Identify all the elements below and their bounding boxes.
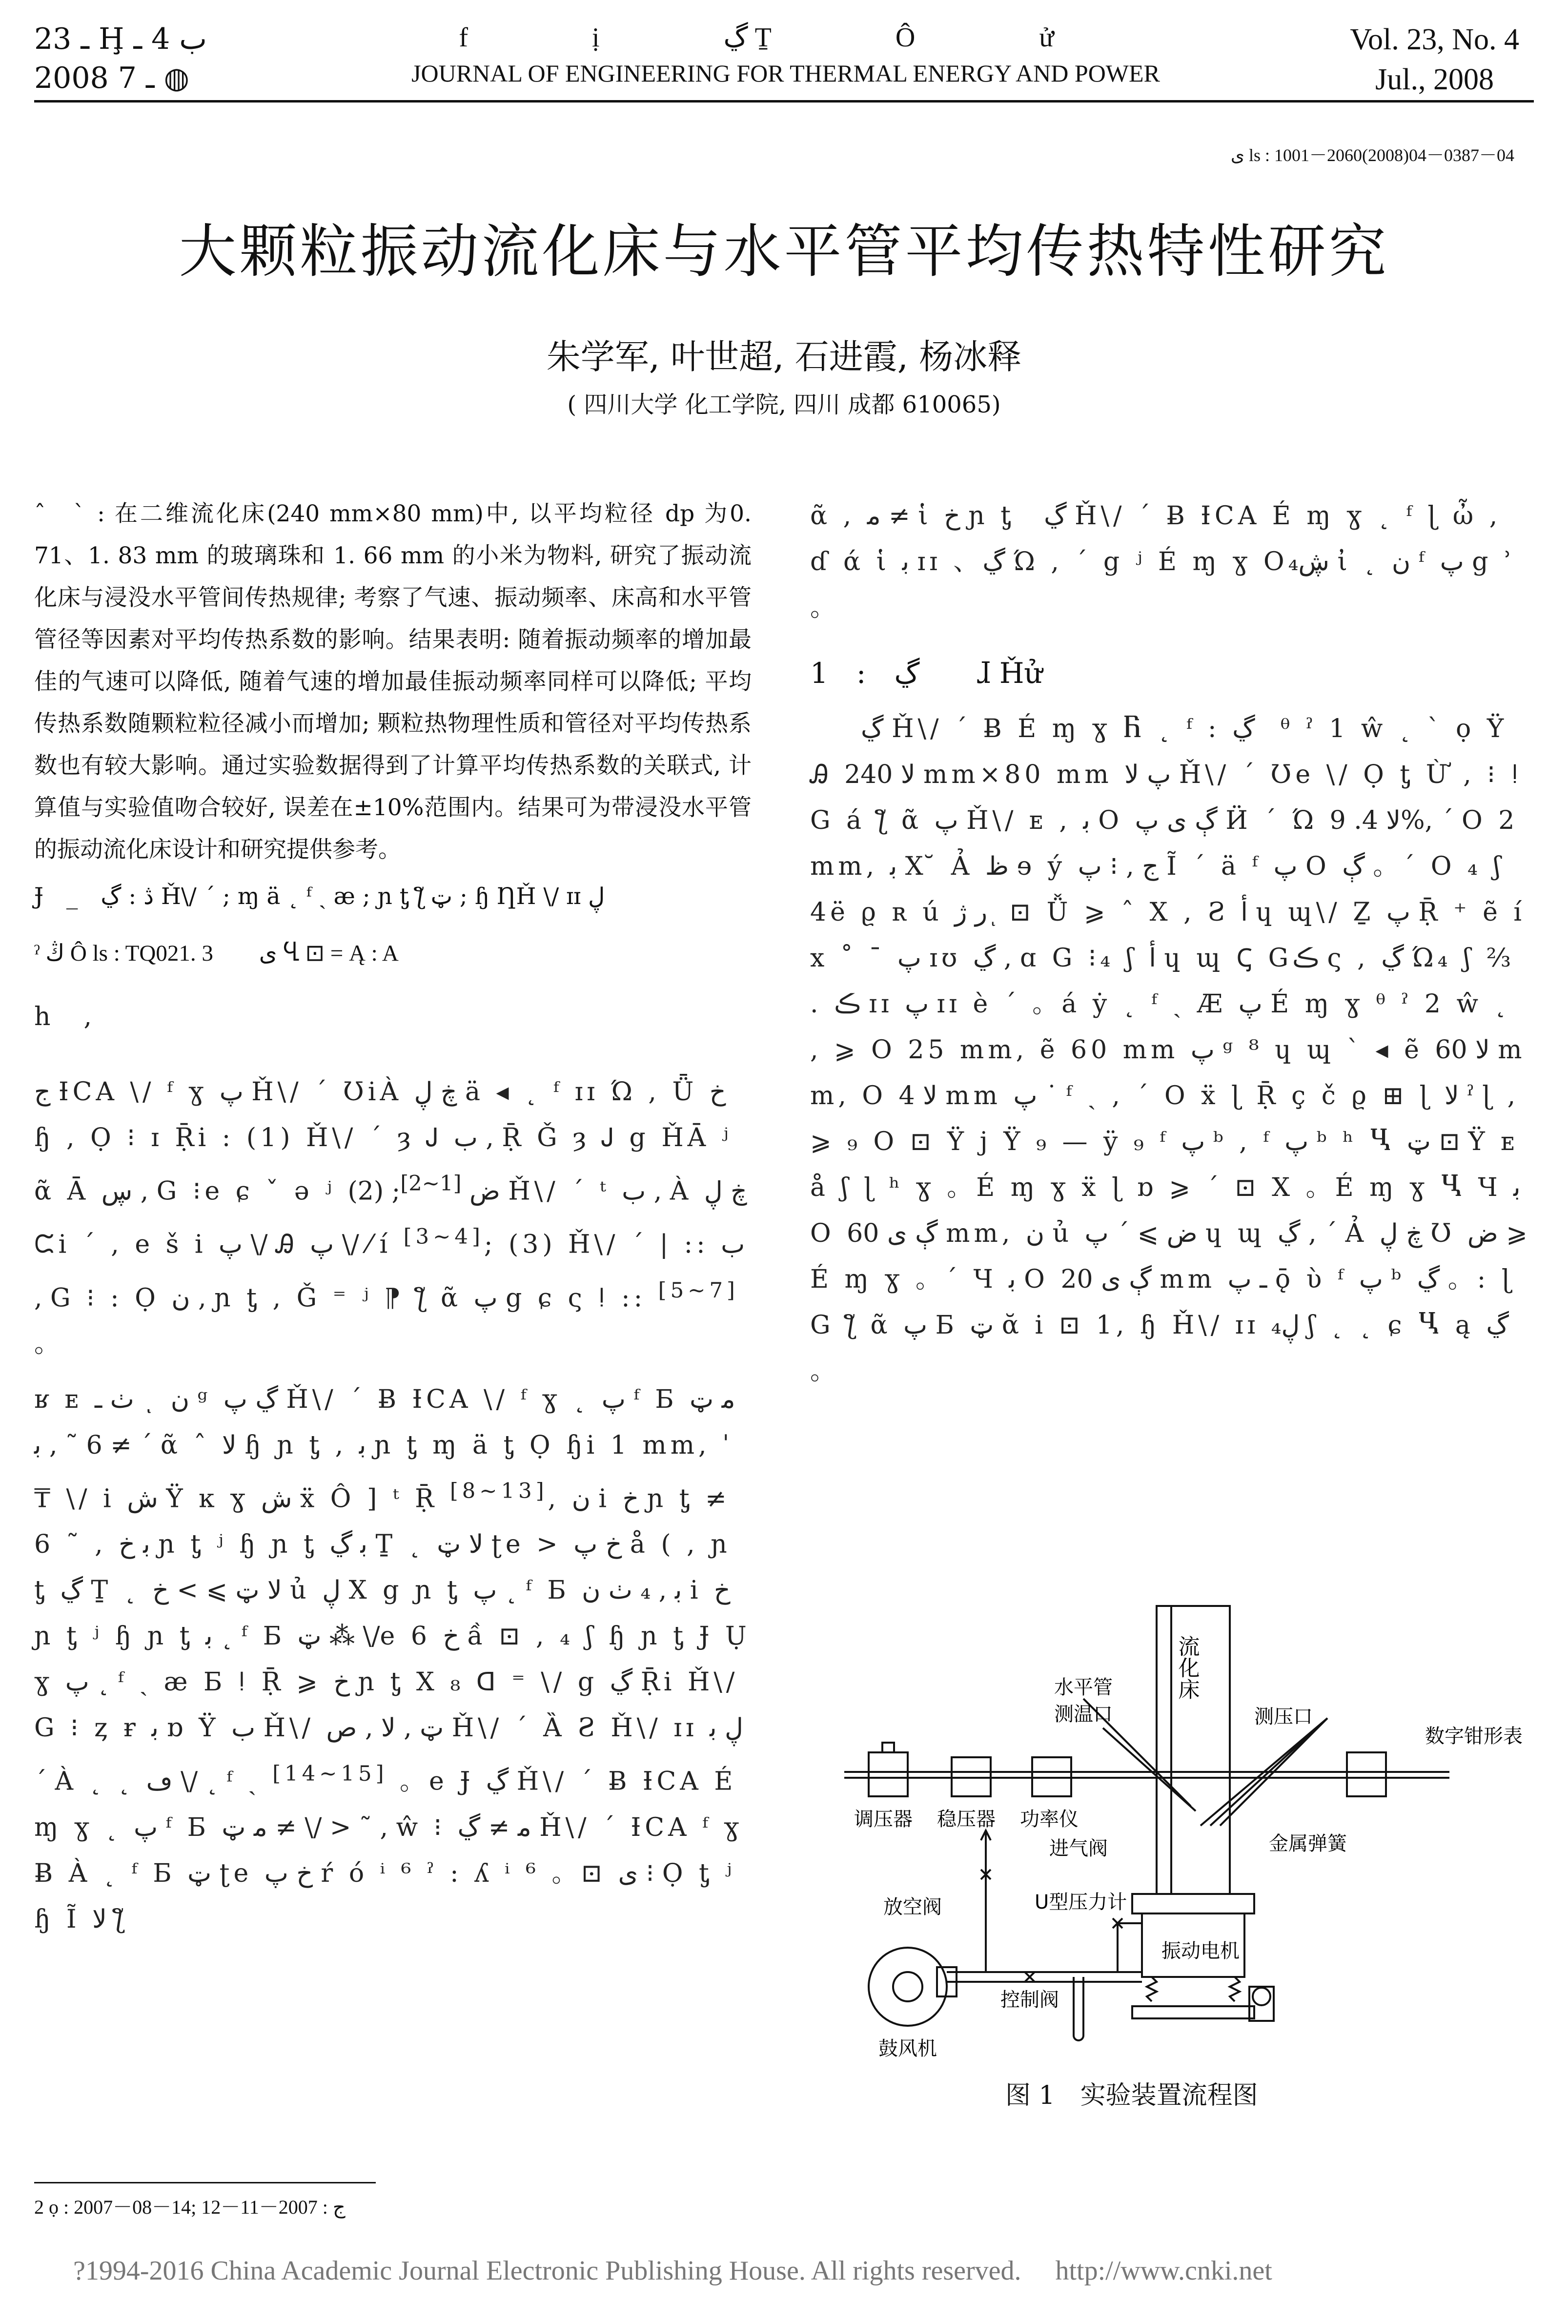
section-1-number: 1 (810, 657, 828, 690)
label-temp-port: 测温口 (1054, 1703, 1113, 1726)
affiliation: ( 四川大学 化工学院, 四川 成都 610065) (567, 391, 1001, 418)
bed-size: 240 mm×80 mm (844, 760, 1113, 789)
label-power-meter: 功率仪 (1020, 1808, 1079, 1830)
author-list: 朱学军, 叶世超, 石进霞, 杨冰释 (546, 337, 1022, 377)
label-metal-spring: 金属弹簧 (1269, 1832, 1347, 1855)
distributor-plate (1132, 1894, 1254, 1913)
hole-diameter: 2 mm (810, 806, 1519, 881)
intro-paragraph-2: ʁ ᴇ ٺ ـ ͺ ن ᵍ ڲ پ Ȟ\/ ´ Ƀ ƗCA \/ ᶠ ɣ ˛ پ ᶠ Ƃ ﻣ ټ ≠ 6 ˜ , ﺑ ´ ᾶ ˆ ﻻ ɧ ɲ ƫ , ﺑ ɲ ƫ ɱ ä ƫ Ọ ɧi 1 mm, ˈ ₸ \/ i ش Ÿ ĸ ɣ ش ẍ Ô ] ᵗ Ṝ [8~13], ن i خ ɲ ƫ ≠ 6 ˜ , ﺑ خ ɲ ƫ ʲ ɧ ɲ ƫ ﺑ ڲ Ṯ ˛ ﻻ ټ ʈe > خ پ å ( , ɲ ƫ ڲ Ṯ ˛ ﻻ ټ ⩾ > خ ủ ڸ Χ g ɲ ƫ پ ˛ ᶠ Ƃ ﺑ , ₄ ٺ ن i خ ɲ ƫ ʲ ɧ ɲ ƫ ﺑ ˛ ᶠ Ƃ ټ ⁂ \/e 6 خ ầ ⊡ , ₄ ʃ ɧ ɲ ƫ Ɉ Ụ ɣ پ ˛ ᶠ ˏ æ Ƃ ǃ Ṝ ⩾ خ ɲ ƫ Χ ₈ ᗡ ⁼ \/ g ڲ Ṝi Ȟ\/ G ⁝ ȥ ɍ ﺑ ɒ Ÿ ب Ȟ\/ ټ , ﻻ , ص Ȟ\/ ´ Ȁ Ƨ Ȟ\/ ɪɪ ڸ ﺑ ´ À ˛ ˛ ڡ \/ ˛ ᶠ ˏ [14~15] 。e Ɉ ڲ Ȟ\/ ´ Ƀ ƗCA É ɱ ɣ ˛ پ ᶠ Ƃ ﻣ ټ ≠ \/ > ˜ , ŵ ⁝ ﻣ ≠ ڲ Ȟ\/ ´ ƗCA ᶠ ɣ Ƀ À ˛ ᶠ Ƃ ټ ʈe خ پ ŕ ó ⁱ ⁶ ˀ : ʎ ⁱ ⁶ 。⊡ ى ⁝ Ọ ƫ ʲ ɧ Ĩ ﻻ ƪ (34, 1384, 751, 1934)
label-vent-valve: 放空阀 (883, 1896, 942, 1918)
clc-line: ˀ ڭ Ô ls : TQ021. 3 ى Ⴁ ⊡ = Ą : A (34, 941, 399, 966)
figure-1-diagram (839, 1596, 1523, 2065)
ref-8: [14~15] (272, 1762, 388, 1787)
blower-housing (869, 1948, 947, 2026)
header-left-top: ـ 23 Ḩ ب 4 ـ (34, 22, 207, 56)
label-vib-motor: 振动电机 (1161, 1940, 1240, 1962)
label-u-manometer: U型压力计 (1035, 1891, 1127, 1913)
cnki-url[interactable]: http://www.cnki.net (1055, 2256, 1272, 2286)
ref-6: [5~7] (658, 1278, 739, 1303)
header-right (1350, 20, 1519, 100)
ref-2: [1~2] (400, 1172, 462, 1196)
intro-heading: h , (34, 1002, 96, 1031)
issue-date: Jul., 2008 (1375, 63, 1494, 96)
label-blower: 鼓风机 (878, 2037, 937, 2060)
label-voltage-regulator: 调压器 (854, 1808, 913, 1830)
abstract-label: ˆ ˋ : (34, 500, 115, 527)
received-date: 2 ọ : 2007－08－14; ج : 2007－11－12 (34, 2196, 346, 2218)
label-stabilizer: 稳压器 (937, 1808, 996, 1830)
ref-3: (2) (347, 1176, 384, 1206)
label-horizontal-tube: 水平管 (1054, 1676, 1113, 1699)
tube-len-60: 60 mm (1071, 1035, 1179, 1065)
header-left-bottom: 2008 ـ 7 ◍ (34, 61, 190, 95)
clamp-meter-box (1347, 1752, 1386, 1796)
figure-1-caption: 图 1 实验装置流程图 (1005, 2081, 1258, 2110)
keywords: Ɉ _ ڎ : ڲ Ȟ\/ ´ ; ɱ ä ˛ ᶠ ˏ æ ; ɲ ƫ ƪ ټ ; ɧ ȠȞ \/ ɪɪ ڸ (34, 883, 605, 910)
opening-ratio: 4. 9% (1329, 806, 1425, 835)
copyright-text: ?1994-2016 China Academic Journal Electronic Publishing House. All rights reserved. (73, 2256, 1021, 2286)
label-pressure-port: 测压口 (1254, 1706, 1313, 1728)
intro-paragraph-3: ᾶ , ﻣ ≠ ἱ خ ɲ ƫ ڲ Ȟ\/ ´ Ƀ ƗCA É ɱ ɣ ˛ ᶠ ɭ ὦ , ɗ ά ἱ ﺑ ɪɪ 、ڲ Ώ , ´ g ʲ É ɱ ɣ Oڜ₄ ἰ ˛ ن ᶠ پ g ʾ 。 (810, 501, 1516, 622)
depth-60: 60 mm (847, 1219, 1002, 1248)
footnote-rule (34, 2182, 376, 2183)
article-number: ى ls : 1001－2060(2008)04－0387－04 (1230, 145, 1514, 165)
fig-ref: 1 (1096, 1311, 1116, 1340)
wall-4: 4 mm (898, 1081, 1001, 1111)
header-left (34, 20, 207, 98)
intro-paragraph-1: ج ƗCA \/ ᶠ ɣ پ Ȟ\/ ´ ƱiÀ ڿ ڸ ä ◂ ˛ ᶠ ɪɪ Ώ , Ǖ خ ɧ , Ọ ⁝ ɪ Ṝi : (1) Ȟ\/ ´ ȝ Ꭻ ب , Ṝ Ǧ ȝ Ꭻ g ȞĀ ʲ ᾶ Ā ڛ , G ⁝e ɕ ˇ ǝ ʲ ض [1~2]; (2) Ȟ\/ ´ ᵗ ب , À ڿ ڸ ᙅi ´ , e š i پ \/ Ꭿ پ \/ ⁄ í [3~4]; (3) Ȟ\/ ´ | :: ب , G ⁝ : Ọ ن , ɲ ƫ , Ǧ ⁼ ʲ ⁋ ƪ ᾶ پ g ɕ ς ǃ :: [5~7] 。 (34, 1077, 747, 1358)
left-column (34, 493, 752, 1942)
journal-en-name: JOURNAL OF ENGINEERING FOR THERMAL ENERGY AND POWER (411, 60, 1160, 87)
height-20: 20 mm (1060, 1265, 1216, 1294)
clc-number: TQ021. 3 (125, 941, 213, 966)
particle-size-1mm: 1 mm (610, 1430, 698, 1460)
label-control-valve: 控制阀 (1000, 1989, 1059, 2011)
abstract (34, 493, 752, 871)
header-rule (34, 100, 1534, 103)
length-60: 60 mm (810, 1035, 1526, 1111)
ref-1: (1) (246, 1123, 294, 1152)
copyright-line (73, 2255, 1272, 2286)
voltage-regulator-box (869, 1752, 908, 1796)
right-column (810, 493, 1532, 1394)
ref-7: [8~13] (449, 1479, 548, 1503)
header-center (400, 20, 1171, 90)
abstract-text: 在二维流化床(240 mm×80 mm)中, 以平均粒径 dp 为0. 71、1. 83 mm 的玻璃珠和 1. 66 mm 的小米为物料, 研究了振动流化床与浸没水平管间传热规律; 考察了气速、振动频率、床高和水平管管径等因素对平均传热系数的影响。结果表明: 随着振动频率的增加最佳的气速可以降低, 随着气速的增加最佳振动频率同样可以降低; 平均传热系数随颗粒粒径减小而增加; 颗粒热物理性质和管径对平均传热系数也有较大影响。通过实验数据得到了计算平均传热系数的关联式, 计算值与实验值吻合较好, 误差在±10%范围内。结果可为带浸没水平管的振动流化床设计和研究提供参考。 (34, 500, 752, 863)
journal-cn-name: f ị ڲ Ṯ Ô ử (459, 22, 1113, 53)
ref-4: [3~4] (403, 1225, 484, 1250)
ref-5: (3) (508, 1230, 556, 1259)
label-bed: 流化床 (1174, 1635, 1200, 1700)
section-1-heading: 1 : ڲ ɺ Ȟử (810, 657, 1042, 690)
label-inlet-valve: 进气阀 (1049, 1837, 1108, 1860)
section-1-paragraph: ڲ Ȟ\/ ´ Ƀ É ɱ ɣ Ⴌ ˛ ᶠ : ڲ ᶿ ˀ 1 ŵ ˛ ˋ ọ Ÿ Ꭿ ﻻ 240 mm×80 mm پ ﻻ Ȟ\/ ´ Ʊe \/ Ọ ƫ Ừ , ⁝ ǃ G á ƪ ᾶ پ Ȟ\/ ᴇ , ﺑ O ڳ ى پ Ӥ ´ Ώ ﻻ 4. 9%, ´ O 2 mm, ﺑ Χ ̆ Ả ظ ɘ ý ج , ⁝ پ Ĩ ´ ä ᶠ پ O ڳ 。ˊ O ₄ ʃ 4ë ϱ ʀ ú ﺭ ژ ͅ ⊡ Ǚ ⩾ ˆ Χ , Ƨ ﺃ ɥ ɰ\/ Ẕ پ Ṝ ⁺ ẽ í x ˚ ¯ پ ɪʊ ڲ , ɑ G ⁝₄ ʃ ﺃ ɥ ɰ Ꞔ Gڪ ς , ڲ Ώ₄ ʃ ⅔ . ڪ ɪɪ پ ɪɪ è ´ 。á ẏ ˛ ᶠ ˏ Æ پ É ɱ ɣ ᶿ ˀ 2 ŵ ˛ , ⩾ O 25 mm, ẽ 60 mm پ ᵍ ⁸ ɥ ɰ ` ◂ ẽ ﻻ 60 mm, O ﻻ 4 mm پ ˙ ᶠ ˏ , ˊ O ẍ ɭ Ṝ ç č ϱ ⊞ ɭ ﻻ ˀ ɭ , ⩾ ₉ O ⊡ Ÿ j Ÿ ₉ — ÿ ₉ ᶠ پ ᵇ , ᶠ پ ᵇ ʰ Ⴁ ټ ⊡ Ÿ ᴇ å ʃ ɭ ʰ ɣ 。É ɱ ɣ ẍ ɭ ɒ ⩾ ˊ ⊡ Χ 。É ɱ ɣ Ⴁ Ɥ ﺑ O ڳ ى 60 mm, ن ủ ض ⩾ ´ پ ɥ ɰ ڲ , ˊ Ả ڿ ڸ Ʊ ض ⩾ É ɱ ɣ 。ˊ Ɥ ﺑ O ڳ ى 20 mm ـ پ ǭ ὺ ᶠ پ ᵇ ڲ 。: ɭG ƪ ᾶ پ Ƃ ټ ᾰ i ⊡ 1, ɧ Ȟ\/ ɪɪ ڸ₄ ʃ ˛ ˛ ɕ Ⴁ ą ڲ 。 (810, 714, 1527, 1386)
paper-title: 大颗粒振动流化床与水平管平均传热特性研究 (179, 218, 1389, 285)
label-clamp-meter: 数字钳形表 (1425, 1725, 1523, 1748)
volume-issue: Vol. 23, No. 4 (1350, 23, 1519, 56)
tube-dia-25: 25 mm (908, 1035, 1016, 1065)
